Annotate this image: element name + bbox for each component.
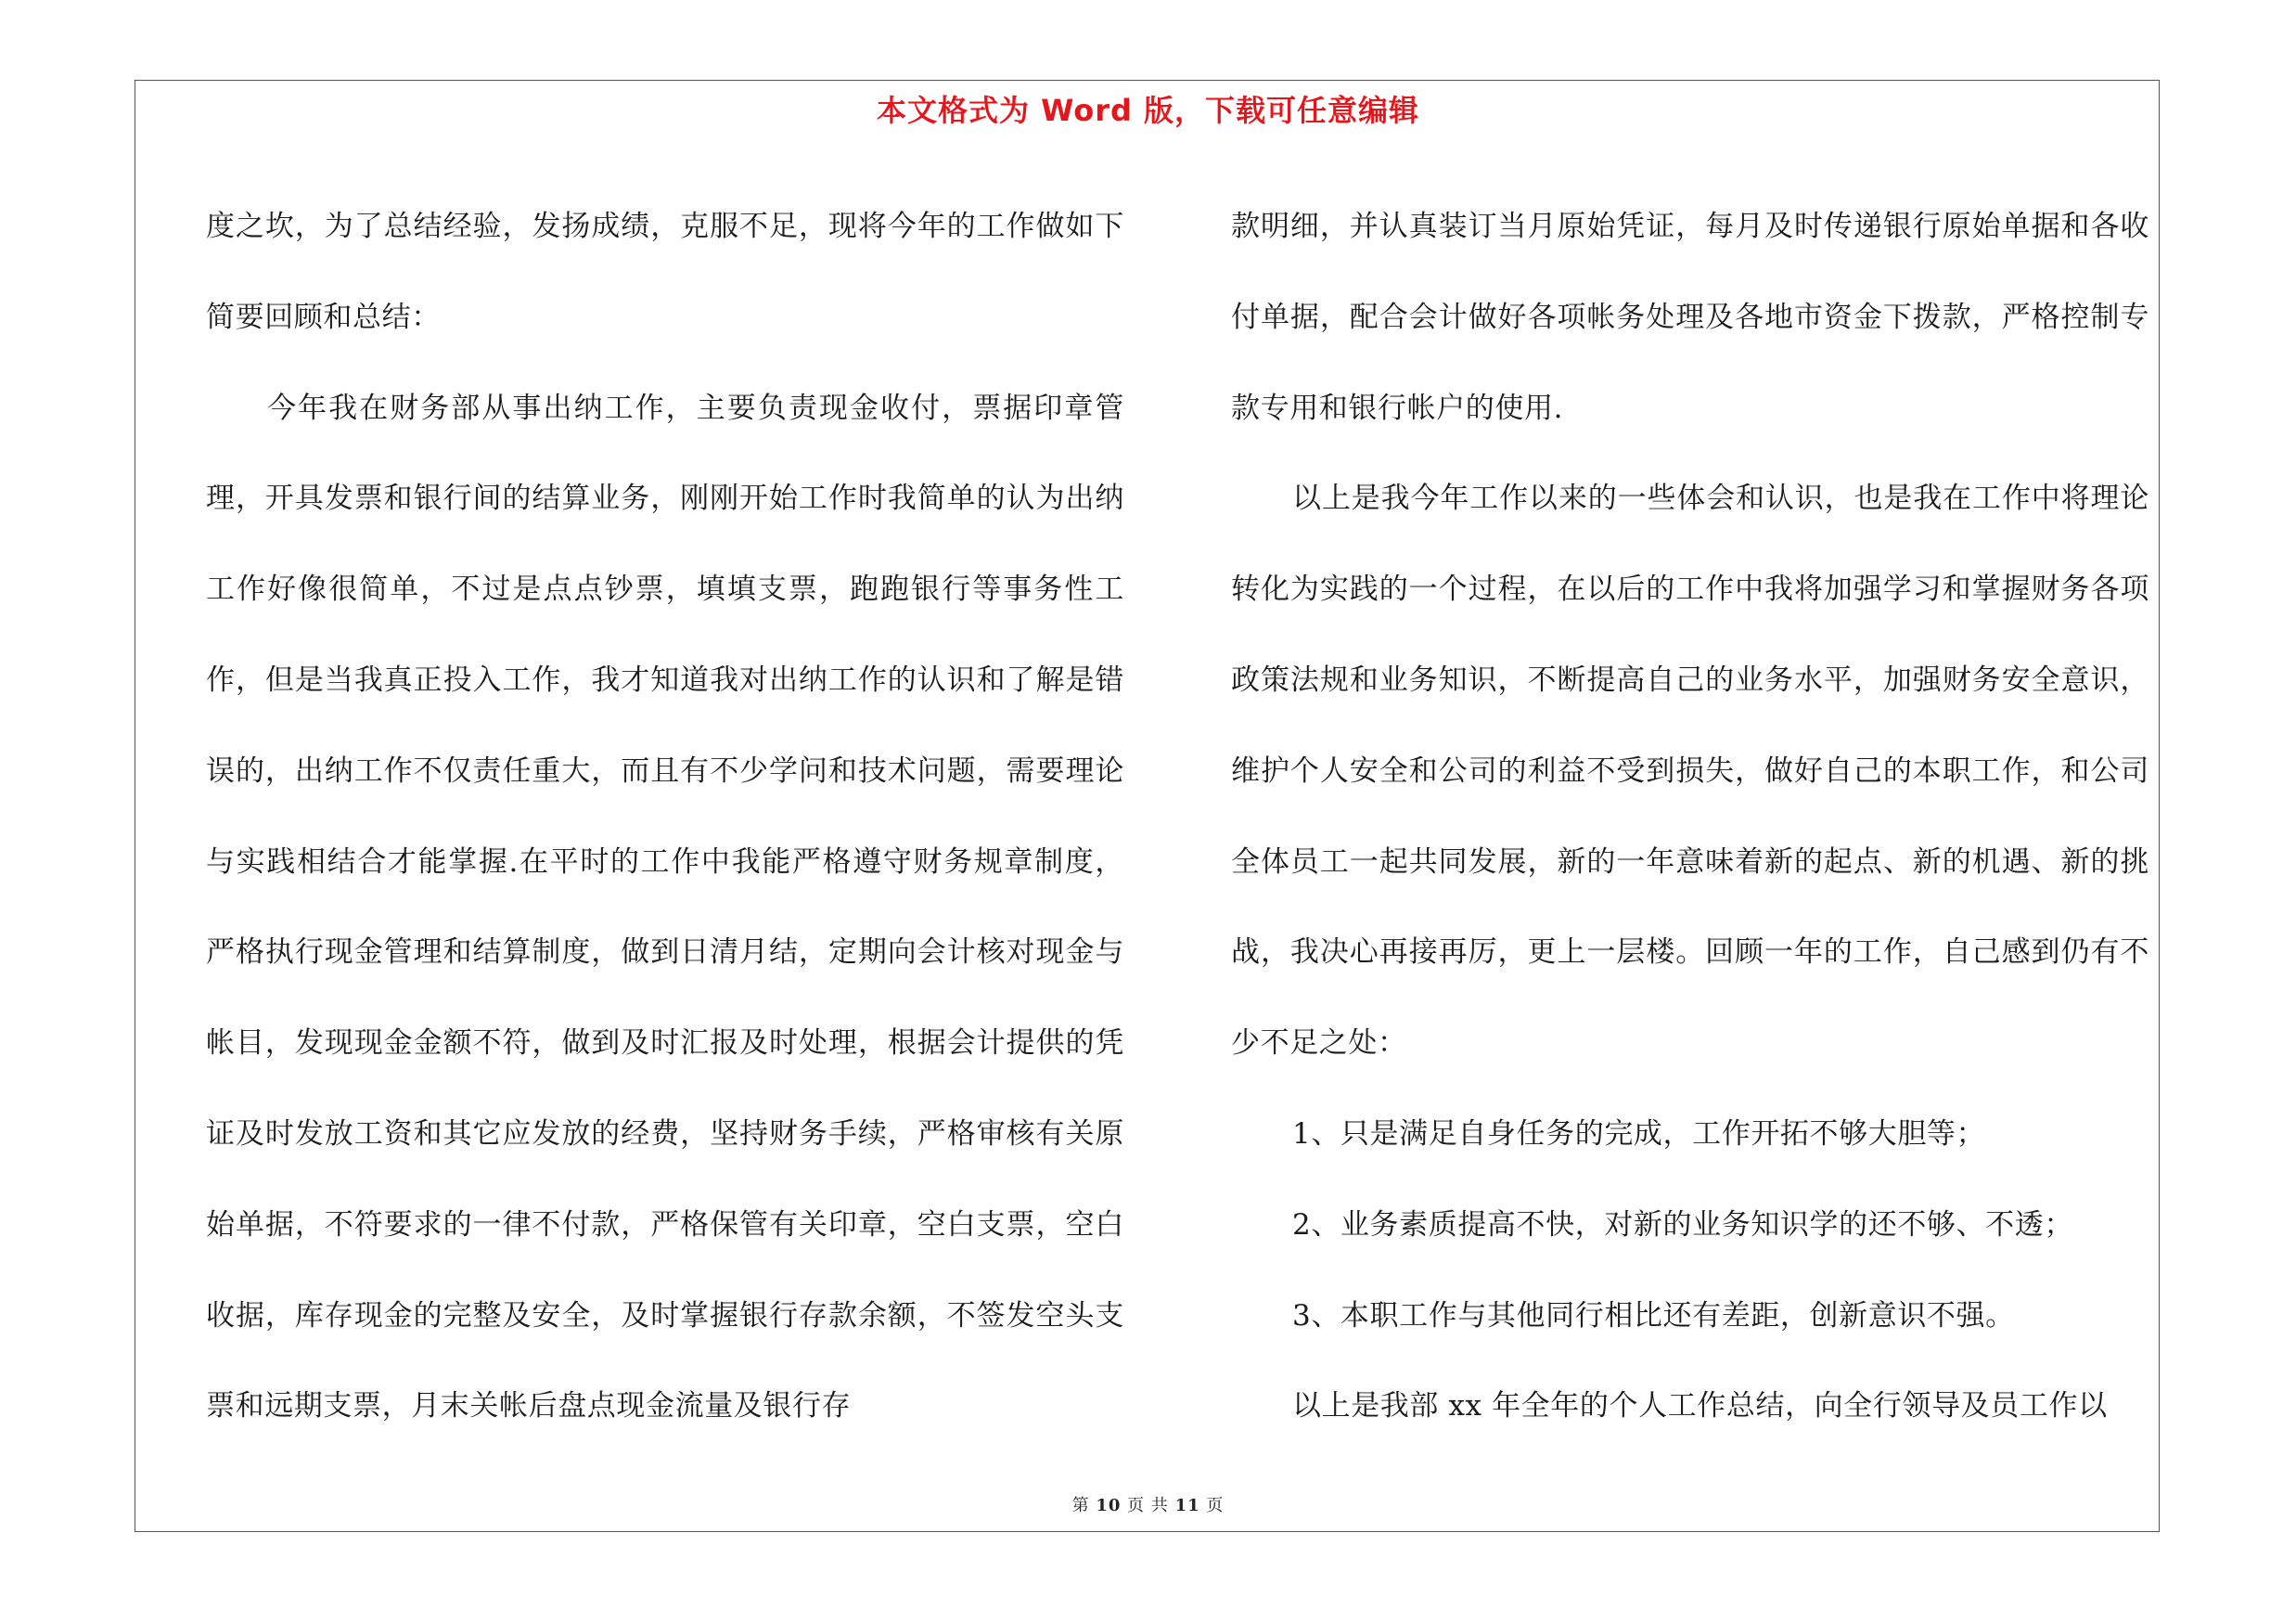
left-column [206,182,1124,1452]
current-page-number: 10 [1096,1496,1122,1515]
footer-prefix: 第 [1071,1496,1090,1515]
right-column [1231,182,2149,1452]
paragraph: 以上是我今年工作以来的一些体会和认识，也是我在工作中将理论转化为实践的一个过程，在以后的工作中我将加强学习和掌握财务各项政策法规和业务知识，不断提高自己的业务水平，加强财务安全意识，维护个人安全和公司的利益不受到损失，做好自己的本职工作，和公司全体员工一起共同发展，新的一年意味着新的起点、新的机遇、新的挑战，我决心再接再厉，更上一层楼。回顾一年的工作，自己感到仍有不少不足之处： [1231,482,2149,1061]
total-pages-number: 11 [1174,1496,1200,1515]
word-format-banner: 本文格式为 Word 版，下载可任意编辑 [876,93,1420,128]
list-item: 1、只是满足自身任务的完成，工作开拓不够大胆等； [1292,1116,1986,1151]
footer-middle: 页 共 [1127,1496,1169,1515]
paragraph: 款明细，并认真装订当月原始凭证，每月及时传递银行原始单据和各收付单据，配合会计做好各项帐务处理及各地市资金下拨款，严格控制专款专用和银行帐户的使用. [1231,210,2149,425]
footer-suffix: 页 [1206,1496,1225,1515]
page-number-footer [0,1492,2296,1516]
list-item: 2、业务素质提高不快，对新的业务知识学的还不够、不透； [1292,1207,2073,1242]
list-item: 3、本职工作与其他同行相比还有差距，创新意识不强。 [1292,1298,2015,1333]
paragraph: 以上是我部 xx 年全年的个人工作总结，向全行领导及员工作以 [1292,1389,2108,1423]
paragraph: 今年我在财务部从事出纳工作，主要负责现金收付，票据印章管理，开具发票和银行间的结算业务，刚刚开始工作时我简单的认为出纳工作好像很简单，不过是点点钞票，填填支票，跑跑银行等事务性工作，但是当我真正投入工作，我才知道我对出纳工作的认识和了解是错误的，出纳工作不仅责任重大，而且有不少学问和技术问题，需要理论与实践相结合才能掌握.在平时的工作中我能严格遵守财务规章制度，严格执行现金管理和结算制度，做到日清月结，定期向会计核对现金与帐目，发现现金金额不符，做到及时汇报及时处理，根据会计提供的凭证及时发放工资和其它应发放的经费，坚持财务手续，严格审核有关原始单据，不符要求的一律不付款，严格保管有关印章，空白支票，空白收据，库存现金的完整及安全，及时掌握银行存款余额，不签发空头支票和远期支票，月末关帐后盘点现金流量及银行存 [206,391,1124,1423]
paragraph: 度之坎，为了总结经验，发扬成绩，克服不足，现将今年的工作做如下简要回顾和总结： [206,210,1124,334]
